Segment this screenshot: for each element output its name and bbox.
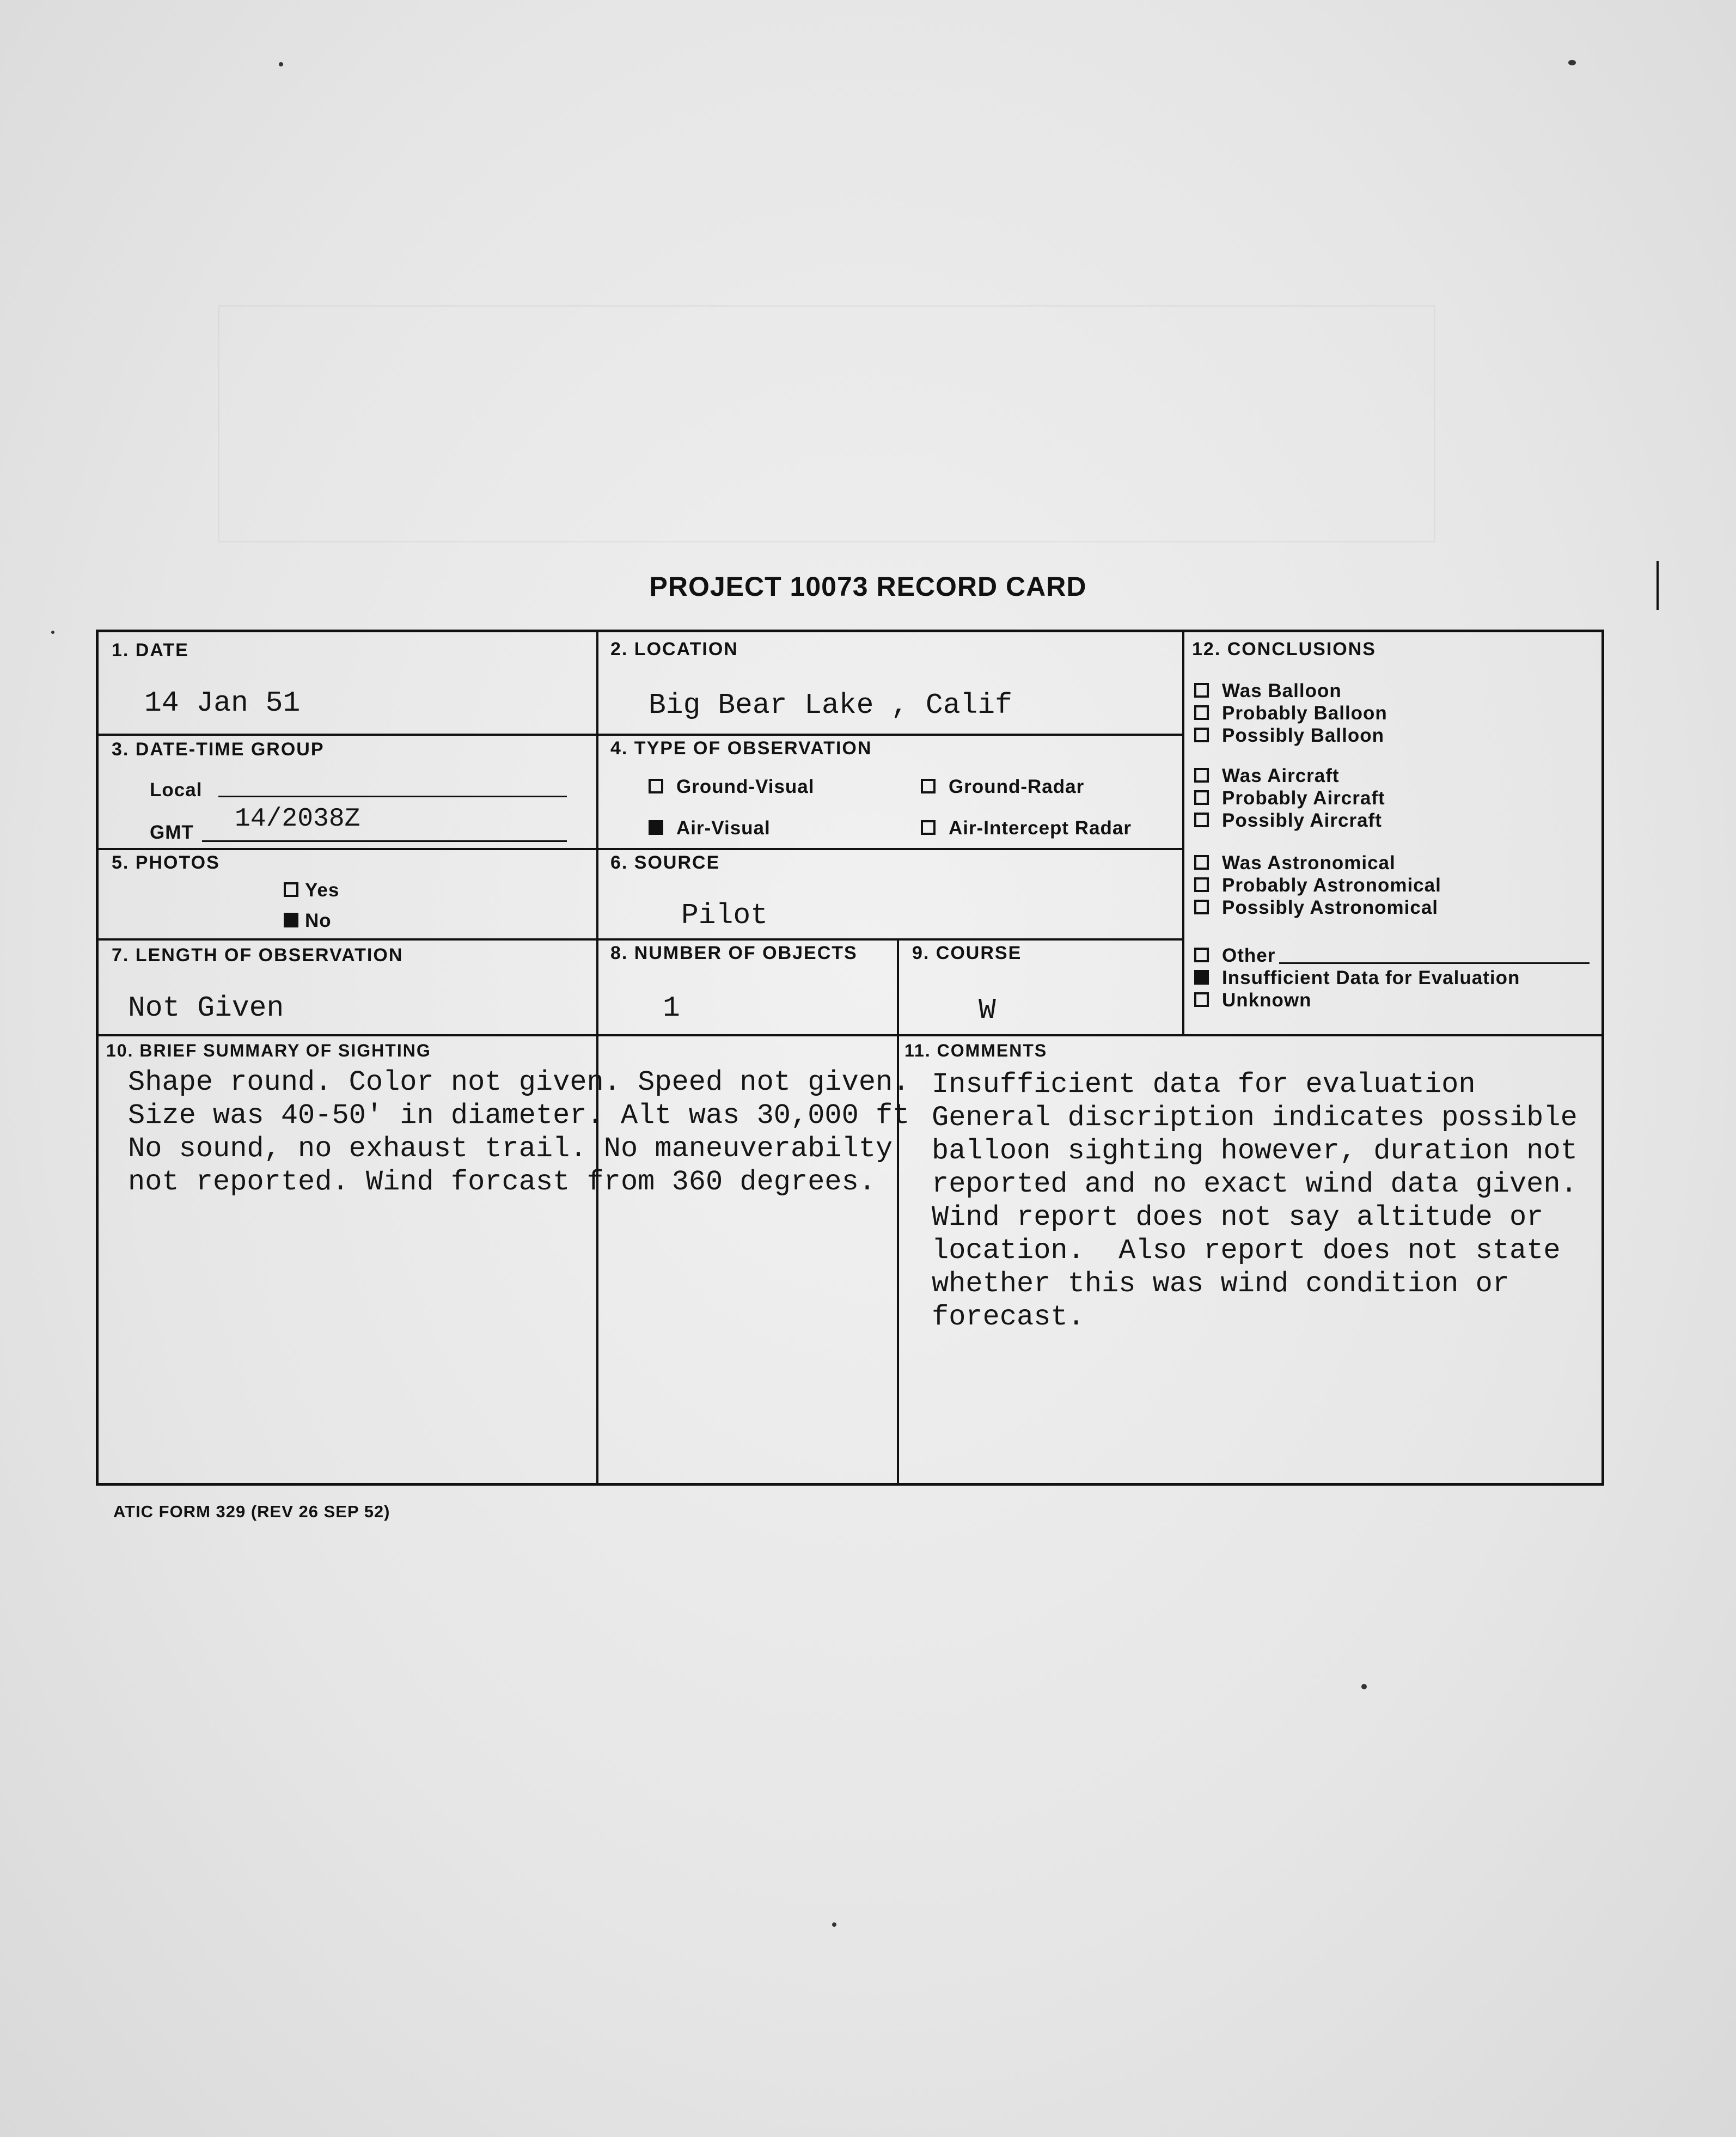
date-label: 1. DATE (112, 640, 189, 661)
divider-v1 (596, 632, 598, 1486)
checkbox-icon (649, 779, 663, 793)
summary-line: Size was 40-50' in diameter. Alt was 30,000 ft (128, 1100, 910, 1132)
divider-h4 (99, 1034, 1603, 1036)
dust-speck (1361, 1684, 1367, 1689)
conclusion-was-astronomical: Was Astronomical (1194, 852, 1441, 875)
gmt-underline (202, 840, 567, 842)
dust-speck (51, 631, 54, 634)
divider-v2 (897, 938, 899, 1486)
bleed-through-shadow (218, 305, 1435, 542)
gmt-label: GMT (150, 822, 194, 843)
conclusion-possibly-aircraft: Possibly Aircraft (1194, 810, 1385, 832)
length-of-observation-label: 7. LENGTH OF OBSERVATION (112, 945, 404, 966)
brief-summary-label: 10. BRIEF SUMMARY OF SIGHTING (106, 1041, 431, 1060)
number-of-objects-value: 1 (663, 992, 680, 1024)
divider-v-conclusions (1182, 632, 1184, 1034)
comment-line: whether this was wind condition or (932, 1268, 1509, 1300)
photos-label: 5. PHOTOS (112, 852, 220, 873)
conclusions-group-other (1194, 945, 1520, 1012)
obs-ground-radar: Ground-Radar (921, 776, 1084, 798)
form-number: ATIC FORM 329 (REV 26 SEP 52) (113, 1502, 390, 1521)
photos-no: No (284, 910, 332, 932)
length-of-observation-value: Not Given (128, 992, 284, 1024)
checkbox-icon (1194, 948, 1209, 962)
checkbox-icon (1194, 768, 1209, 783)
comment-line: balloon sighting however, duration not (932, 1135, 1578, 1167)
other-underline (1279, 962, 1590, 964)
checkbox-icon (1194, 877, 1209, 892)
conclusion-other: Other (1194, 945, 1520, 967)
conclusion-possibly-astronomical: Possibly Astronomical (1194, 897, 1441, 919)
comment-line: Wind report does not say altitude or (932, 1201, 1544, 1234)
divider-h3 (99, 938, 1182, 941)
checkbox-icon (1194, 900, 1209, 914)
local-label: Local (150, 779, 203, 801)
obs-ground-visual: Ground-Visual (649, 776, 815, 798)
brief-summary-text (128, 1066, 909, 1199)
date-value: 14 Jan 51 (144, 687, 301, 719)
conclusion-was-aircraft: Was Aircraft (1194, 765, 1385, 787)
conclusion-was-balloon: Was Balloon (1194, 680, 1387, 703)
conclusion-insufficient-data: Insufficient Data for Evaluation (1194, 967, 1520, 990)
checked-box-icon (649, 820, 663, 835)
checkbox-icon (1194, 790, 1209, 805)
number-of-objects-label: 8. NUMBER OF OBJECTS (610, 943, 858, 963)
comments-label: 11. COMMENTS (904, 1041, 1048, 1060)
dust-speck (832, 1922, 836, 1927)
checked-box-icon (284, 913, 298, 927)
course-label: 9. COURSE (912, 943, 1022, 963)
conclusion-probably-astronomical: Probably Astronomical (1194, 875, 1441, 897)
checkbox-icon (1194, 728, 1209, 742)
checkbox-icon (1194, 855, 1209, 870)
comment-line: reported and no exact wind data given. (932, 1168, 1578, 1200)
summary-line: No sound, no exhaust trail. No maneuverabilty (128, 1133, 893, 1165)
divider-h2 (99, 848, 1182, 850)
conclusion-unknown: Unknown (1194, 990, 1520, 1012)
summary-line: Shape round. Color not given. Speed not given. (128, 1066, 910, 1098)
dust-speck (279, 62, 283, 66)
checkbox-icon (921, 820, 936, 835)
course-value: W (979, 994, 996, 1027)
obs-air-visual: Air-Visual (649, 817, 771, 839)
photos-yes: Yes (284, 880, 339, 901)
comments-text (932, 1068, 1578, 1334)
date-time-group-label: 3. DATE-TIME GROUP (112, 739, 325, 760)
checkbox-icon (1194, 705, 1209, 720)
conclusion-probably-balloon: Probably Balloon (1194, 703, 1387, 725)
comment-line: location. Also report does not state (932, 1235, 1561, 1267)
checkbox-icon (284, 882, 298, 897)
conclusion-probably-aircraft: Probably Aircraft (1194, 787, 1385, 810)
comment-line: General discription indicates possible (932, 1102, 1578, 1134)
location-label: 2. LOCATION (610, 639, 738, 660)
location-value: Big Bear Lake , Calif (649, 689, 1012, 722)
checkbox-icon (1194, 683, 1209, 698)
conclusions-group-aircraft (1194, 765, 1385, 832)
local-underline (218, 796, 567, 797)
conclusions-group-astronomical (1194, 852, 1441, 919)
source-value: Pilot (681, 899, 768, 932)
comment-line: Insufficient data for evaluation (932, 1068, 1476, 1101)
type-of-observation-label: 4. TYPE OF OBSERVATION (610, 738, 872, 759)
comment-line: forecast. (932, 1301, 1085, 1333)
obs-air-intercept-radar: Air-Intercept Radar (921, 817, 1132, 839)
checkbox-icon (921, 779, 936, 793)
checked-box-icon (1194, 970, 1209, 985)
checkbox-icon (1194, 992, 1209, 1007)
conclusions-label: 12. CONCLUSIONS (1192, 639, 1376, 660)
conclusion-possibly-balloon: Possibly Balloon (1194, 725, 1387, 747)
record-card (96, 630, 1604, 1486)
summary-line: not reported. Wind forcast from 360 degrees. (128, 1166, 876, 1198)
gmt-value: 14/2038Z (235, 804, 360, 834)
source-label: 6. SOURCE (610, 852, 720, 873)
divider-h1 (99, 734, 1182, 736)
checkbox-icon (1194, 813, 1209, 827)
card-title: PROJECT 10073 RECORD CARD (649, 571, 1087, 602)
dust-speck (1568, 60, 1576, 65)
conclusions-group-balloon (1194, 680, 1387, 747)
